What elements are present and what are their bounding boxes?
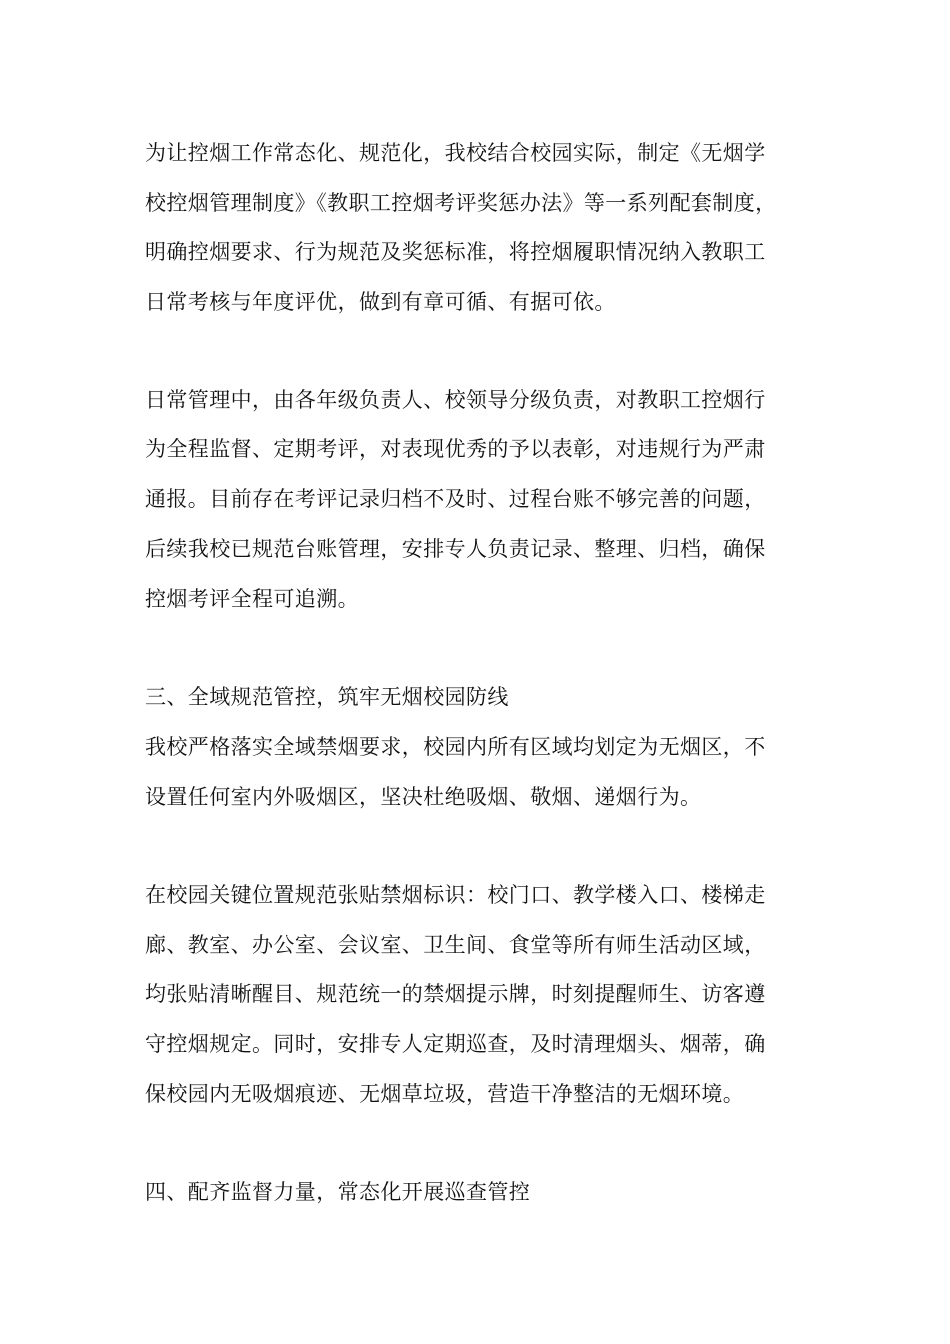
paragraph-2-line-3: 通报。目前存在考评记录归档不及时、过程台账不够完善的问题， — [145, 487, 766, 511]
paragraph-1-line-2: 校控烟管理制度》《教职工控烟考评奖惩办法》等一系列配套制度， — [145, 191, 777, 215]
paragraph-2-line-1: 日常管理中，由各年级负责人、校领导分级负责，对教职工控烟行 — [145, 388, 766, 412]
paragraph-1-line-1: 为让控烟工作常态化、规范化，我校结合校园实际，制定《无烟学 — [145, 141, 766, 165]
paragraph-4-line-1: 在校园关键位置规范张贴禁烟标识：校门口、教学楼入口、楼梯走 — [145, 883, 766, 907]
section-3-heading: 三、全域规范管控，筑牢无烟校园防线 — [145, 685, 509, 709]
paragraph-4-line-2: 廊、教室、办公室、会议室、卫生间、食堂等所有师生活动区域， — [145, 933, 766, 957]
paragraph-2-line-4: 后续我校已规范台账管理，安排专人负责记录、整理、归档，确保 — [145, 537, 766, 561]
paragraph-3-line-2: 设置任何室内外吸烟区，坚决杜绝吸烟、敬烟、递烟行为。 — [145, 785, 702, 809]
paragraph-1-line-4: 日常考核与年度评优，做到有章可循、有据可依。 — [145, 290, 616, 314]
paragraph-3-line-1: 我校严格落实全域禁烟要求，校园内所有区域均划定为无烟区，不 — [145, 735, 766, 759]
paragraph-4-line-5: 保校园内无吸烟痕迹、无烟草垃圾，营造干净整洁的无烟环境。 — [145, 1082, 745, 1106]
paragraph-4-line-3: 均张贴清晰醒目、规范统一的禁烟提示牌，时刻提醒师生、访客遵 — [145, 982, 766, 1006]
paragraph-1-line-3: 明确控烟要求、行为规范及奖惩标准，将控烟履职情况纳入教职工 — [145, 240, 766, 264]
paragraph-2-line-2: 为全程监督、定期考评，对表现优秀的予以表彰，对违规行为严肃 — [145, 437, 766, 461]
section-4-heading: 四、配齐监督力量，常态化开展巡查管控 — [145, 1180, 531, 1204]
paragraph-4-line-4: 守控烟规定。同时，安排专人定期巡查，及时清理烟头、烟蒂，确 — [145, 1032, 766, 1056]
paragraph-2-line-5: 控烟考评全程可追溯。 — [145, 587, 359, 611]
